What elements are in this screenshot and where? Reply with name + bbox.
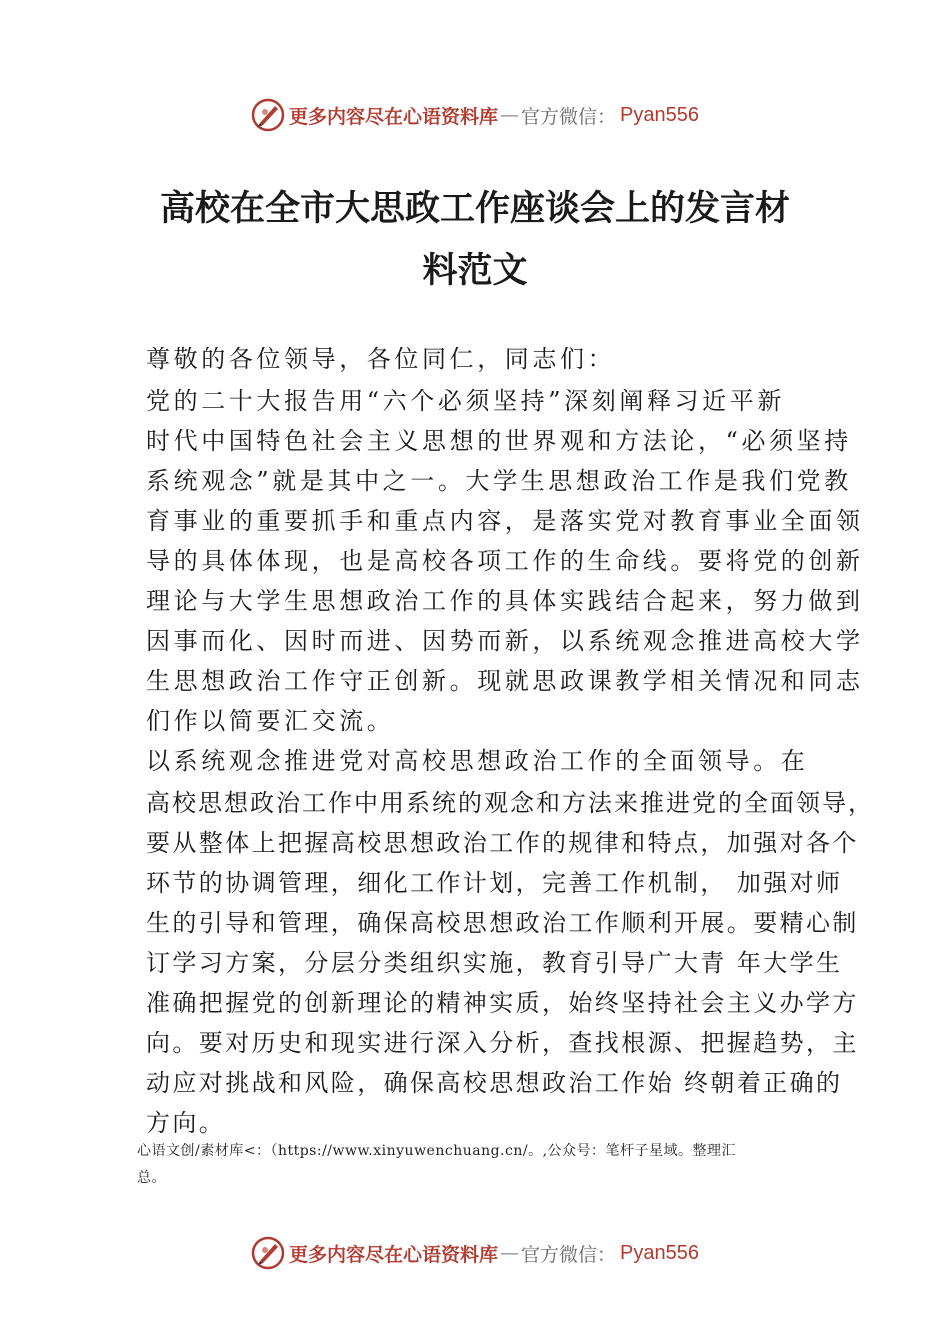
- body-line: 系统观念”就是其中之一。大学生思想政治工作是我们党教: [146, 467, 852, 495]
- body-line: 以系统观念推进党对高校思想政治工作的全面领导。在: [146, 747, 809, 775]
- banner-separator: —: [500, 1242, 520, 1264]
- source-note-line2: 总。: [137, 1170, 166, 1186]
- footer-banner: [0, 1233, 950, 1273]
- body-line: 党的二十大报告用“六个必须坚持”深刻阐释习近平新: [146, 387, 785, 415]
- body-line: 育事业的重要抓手和重点内容，是落实党对教育事业全面领: [146, 507, 864, 535]
- body-line: 们作以简要汇交流。: [146, 707, 395, 735]
- body-line: 向。要对历史和现实进行深入分析，查找根源、把握趋势，主: [146, 1029, 859, 1057]
- banner-wechat-id: Pyan556: [620, 103, 699, 126]
- document-title-line2: 料范文: [422, 250, 528, 291]
- banner-wechat-label: 官方微信：: [521, 1243, 617, 1266]
- body-line: 订学习方案，分层分类组织实施，教育引导广大青 年大学生: [146, 949, 843, 977]
- body-line: 导的具体体现，也是高校各项工作的生命线。要将党的创新: [146, 547, 864, 575]
- body-line: 要从整体上把握高校思想政治工作的规律和特点，加强对各个: [146, 829, 859, 857]
- header-banner: [0, 95, 950, 135]
- brush-logo-icon: [251, 1236, 285, 1270]
- body-line: 生思想政治工作守正创新。现就思政课教学相关情况和同志: [146, 667, 864, 695]
- banner-separator: —: [500, 104, 520, 126]
- body-line: 理论与大学生思想政治工作的具体实践结合起来，努力做到: [146, 587, 864, 615]
- body-line: 时代中国特色社会主义思想的世界观和方法论，“必须坚持: [146, 427, 852, 455]
- document-title-line1: 高校在全市大思政工作座谈会上的发言材: [159, 188, 790, 229]
- body-line: 高校思想政治工作中用系统的观念和方法来推进党的全面领导，: [146, 789, 874, 817]
- banner-main-text: 更多内容尽在心语资料库: [289, 1243, 499, 1266]
- banner-wechat-id: Pyan556: [620, 1241, 699, 1264]
- body-line: 方向。: [146, 1109, 226, 1137]
- body-line: 准确把握党的创新理论的精神实质，始终坚持社会主义办学方: [146, 989, 859, 1017]
- banner-wechat-label: 官方微信：: [521, 105, 617, 128]
- body-line: 尊敬的各位领导，各位同仁，同志们：: [146, 345, 616, 373]
- body-line: 环节的协调管理，细化工作计划，完善工作机制， 加强对师: [146, 869, 843, 897]
- banner-main-text: 更多内容尽在心语资料库: [289, 105, 499, 128]
- body-line: 生的引导和管理，确保高校思想政治工作顺利开展。要精心制: [146, 909, 859, 937]
- body-line: 因事而化、因时而进、因势而新，以系统观念推进高校大学: [146, 627, 864, 655]
- body-line: 动应对挑战和风险，确保高校思想政治工作始 终朝着正确的: [146, 1069, 843, 1097]
- brush-logo-icon: [251, 98, 285, 132]
- source-note-line1: 心语文创/素材库<：（https://www.xinyuwenchuang.cn/。,公众号：笔杆子星域。整理汇: [137, 1143, 737, 1159]
